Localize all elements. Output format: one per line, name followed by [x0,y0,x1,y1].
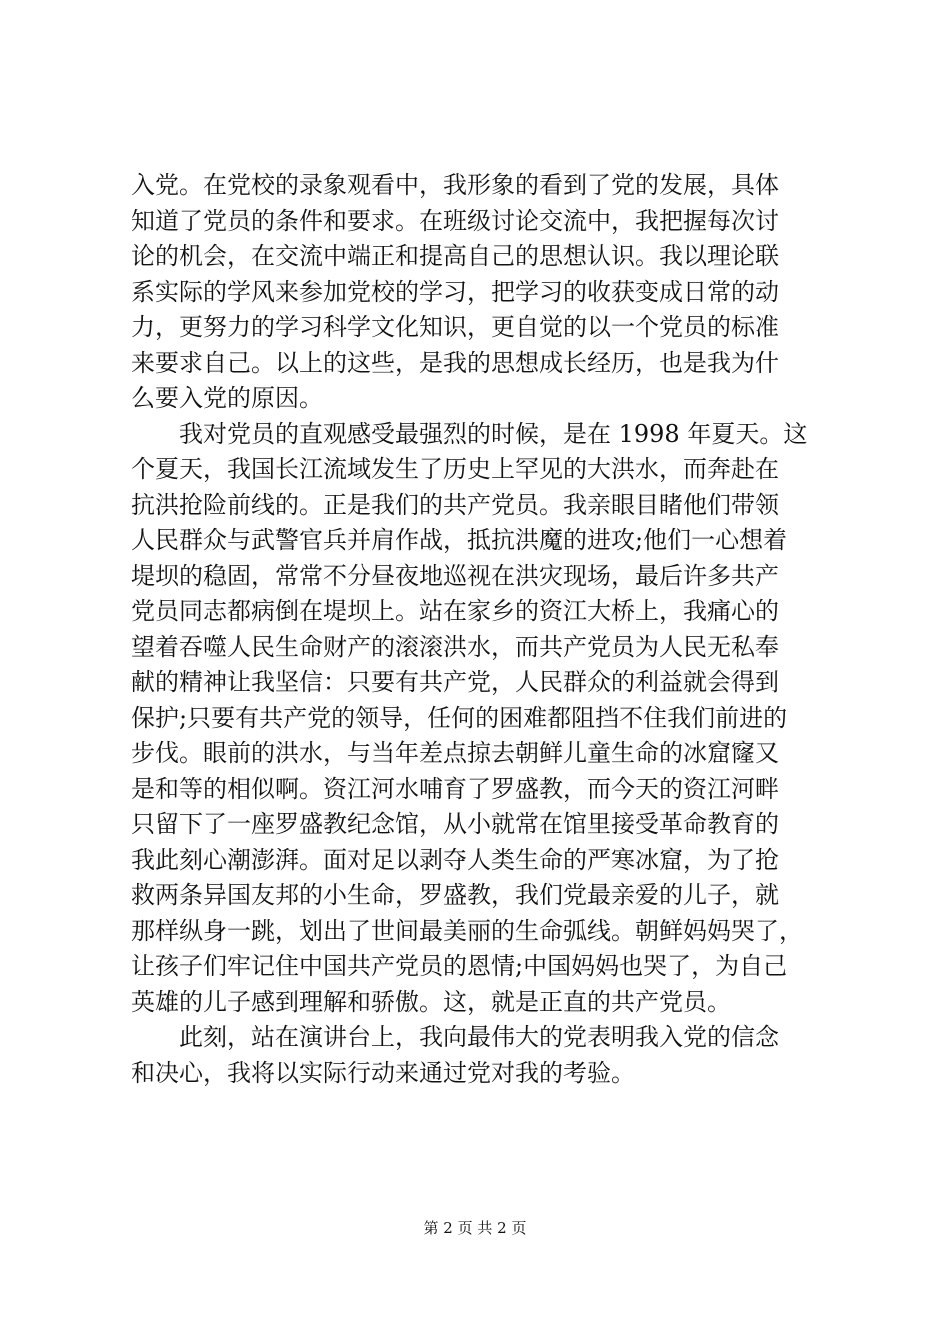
text-line: 人民群众与武警官兵并肩作战，抵抗洪魔的进攻;他们一心想着 [131,526,788,554]
text-line: 我对党员的直观感受最强烈的时候，是在 1998 年夏天。这 [179,419,808,448]
text-line: 个夏天，我国长江流域发生了历史上罕见的大洪水，而奔赴在 [131,455,779,483]
text-line: 和决心，我将以实际行动来通过党对我的考验。 [131,1058,635,1087]
text-line: 党员同志都病倒在堤坝上。站在家乡的资江大桥上，我痛心的 [131,597,779,625]
paragraph-1 [131,168,831,417]
text-line: 步伐。眼前的洪水，与当年差点掠去朝鲜儿童生命的冰窟窿又 [131,739,779,767]
text-line: 堤坝的稳固，常常不分昼夜地巡视在洪灾现场，最后许多共产 [131,561,779,590]
text-line: 望着吞噬人民生命财产的滚滚洪水，而共产党员为人民无私奉 [131,632,779,661]
text-line: 救两条异国友邦的小生命，罗盛教，我们党最亲爱的儿子，就 [131,881,779,909]
text-line: 么要入党的原因。 [131,384,323,412]
text-line: 献的精神让我坚信：只要有共产党，人民群众的利益就会得到 [131,668,779,696]
text-line: 那样纵身一跳，划出了世间最美丽的生命弧线。朝鲜妈妈哭了， [131,916,803,945]
text-line: 让孩子们牢记住中国共产党员的恩情;中国妈妈也哭了，为自己 [131,952,788,980]
text-line: 我此刻心潮澎湃。面对足以剥夺人类生命的严寒冰窟，为了抢 [131,845,779,874]
text-line: 论的机会，在交流中端正和提高自己的思想认识。我以理论联 [131,242,779,270]
page-footer [0,1218,950,1238]
text-line: 系实际的学风来参加党校的学习，把学习的收获变成日常的动 [131,277,779,306]
text-line: 力，更努力的学习科学文化知识，更自觉的以一个党员的标准 [131,313,779,341]
paragraph-3 [131,1020,831,1091]
text-line: 只留下了一座罗盛教纪念馆，从小就常在馆里接受革命教育的 [131,810,779,838]
text-line: 来要求自己。以上的这些，是我的思想成长经历，也是我为什 [131,348,779,377]
text-line: 入党。在党校的录象观看中，我形象的看到了党的发展，具体 [131,171,779,199]
text-line: 抗洪抢险前线的。正是我们的共产党员。我亲眼目睹他们带领 [131,490,779,519]
text-line: 英雄的儿子感到理解和骄傲。这，就是正直的共产党员。 [131,987,731,1016]
text-line: 此刻，站在演讲台上，我向最伟大的党表明我入党的信念 [179,1023,779,1051]
text-line: 知道了党员的条件和要求。在班级讨论交流中，我把握每次讨 [131,206,779,235]
body-text [131,168,831,1091]
page-number-label: 第 2 页 共 2 页 [423,1219,527,1237]
paragraph-2 [131,417,831,1021]
text-line: 保护;只要有共产党的领导，任何的困难都阻挡不住我们前进的 [131,703,788,732]
text-line: 是和等的相似啊。资江河水哺育了罗盛教，而今天的资江河畔 [131,774,779,803]
